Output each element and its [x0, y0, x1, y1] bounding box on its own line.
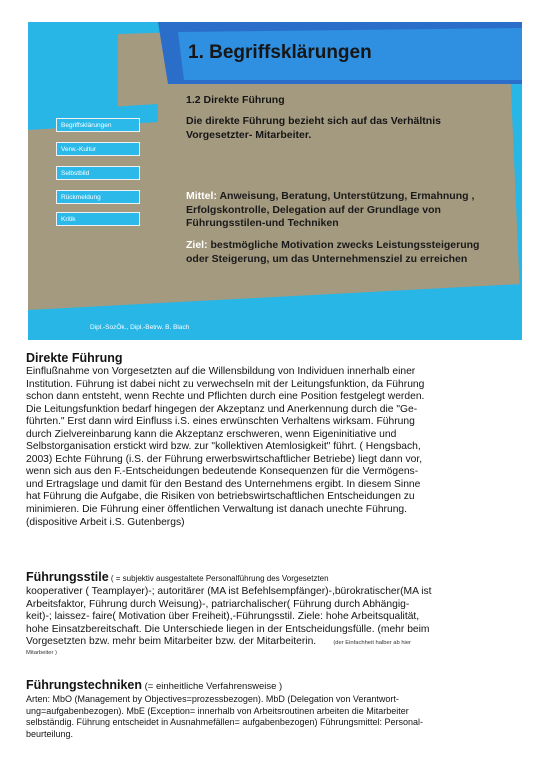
paragraph-line: minimieren. Die Führung einer öffentlichen Verwaltung ist danach unechte Führung. [26, 504, 408, 516]
sidebar-item-selbstbild[interactable]: Selbstbild [56, 166, 140, 180]
paragraph-line: hat Führung die Aufgabe, die Risiken von betriebswirtschaftlichen Entscheidungen zu [26, 491, 415, 503]
heading-note: ( = subjektiv ausgestaltete Personalführung des Vorgesetzten [108, 574, 329, 583]
slide-credit: Dipl.-SozÖk., Dipl.-Betrw. B. Blach [90, 324, 190, 331]
footnote-continued: Mitarbeiter ) [26, 649, 57, 656]
heading-note: (= einheitliche Verfahrensweise ) [141, 681, 283, 692]
paragraph-line: durch Zielvereinbarung kann die Akzeptanz erschweren, wenn Eigeninitiative und [26, 428, 397, 440]
paragraph-line: Arbeitsfaktor, Führung durch Weisung)-, patriarchalischer( Führung durch Abhängig- [26, 598, 410, 610]
paragraph-line: Institution. Führung ist dabei nicht zu verwechseln mit der Leitungsfunktion, da Führung [26, 378, 425, 390]
slide-subheading: 1.2 Direkte Führung [186, 94, 285, 106]
paragraph-line: kooperativer ( Teamplayer)-; autoritärer (MA ist Befehlsempfänger)-,bürokratischer(MA ist [26, 586, 432, 597]
slide-title: 1. Begriffsklärungen [188, 42, 372, 63]
slide-goal [186, 239, 501, 266]
sidebar-item-rueckmeldung[interactable]: Rückmeldung [56, 190, 140, 204]
slide-background [28, 22, 522, 340]
sidebar-item-verw-kultur[interactable]: Verw.-Kultur [56, 142, 140, 156]
paragraph-line: beurteilung. [26, 728, 74, 739]
sidebar-item-begriffsklaerungen[interactable]: Begriffsklärungen [56, 118, 140, 132]
section-fuehrungsstile [26, 570, 516, 656]
paragraph-line: selbständig. Führung entscheidet in Ausnahmefällen= aufgabenbezogen) Führungsmittel: Personal- [26, 717, 424, 727]
footnote: (der Einfachheit halber ab hier [333, 640, 411, 647]
line-text: Vorgesetzten bzw. mehr beim Mitarbeiter bzw. der Mitarbeiterin. [26, 636, 317, 648]
presentation-slide [28, 22, 522, 340]
section-heading [26, 570, 516, 586]
paragraph-line: (dispositive Arbeit i.S. Gutenbergs) [26, 516, 185, 528]
paragraph-line: ung=aufgabenbezogen). MbE (Exception= innerhalb von Arbeitsroutinen arbeiten die Mitarbeiter [26, 705, 409, 716]
goal-text: bestmögliche Motivation zwecks Leistungssteigerung oder Steigerung, um das Unternehmensziel zu erreichen [186, 239, 480, 265]
heading-text: Führungstechniken [26, 678, 142, 692]
section-heading [26, 678, 516, 694]
means-text: Anweisung, Beratung, Unterstützung, Ermahnung , Erfolgskontrolle, Delegation auf der Grundlage von Führungsstilen-und Techniken [186, 190, 475, 229]
section-fuehrungstechniken [26, 678, 516, 740]
paragraph-line: keit)-; laissez- faire( Motivation über Freiheit),-Führungsstil. Ziele: hohe Arbeitsqualität, [26, 611, 420, 623]
paragraph-line: Die Leitungsfunktion bedarf hingegen der Akzeptanz und Anerkennung durch die "Ge- [26, 403, 418, 415]
paragraph-line: 2003) Echte Führung (i.S. der Führung erwerbswirtschaftlicher Betriebe) liegt dann vor, [26, 453, 423, 465]
paragraph-line: führten." Erst dann wird Einfluss i.S. eines erwünschten Verhaltens wirksam. Führung [26, 416, 415, 428]
paragraph-line: schon dann entsteht, wenn Rechte und Pflichten durch eine Position festgelegt werden. [26, 391, 425, 403]
paragraph-line: Einflußnahme von Vorgesetzten auf die Willensbildung von Individuen innerhalb einer [26, 366, 416, 377]
goal-label: Ziel: [186, 239, 208, 251]
heading-text: Führungsstile [26, 570, 109, 584]
paragraph-line: wenn sich aus den F.-Entscheidungen bedeutende Konsequenzen für die Vermögens- [26, 466, 419, 478]
paragraph-line: Selbstorganisation erstickt wird bzw. zur "kollektiven Atemlosigkeit" führt. ( Hengsbach, [26, 441, 421, 453]
sidebar-item-kritik[interactable]: Kritik [56, 212, 140, 226]
slide-lead: Die direkte Führung bezieht sich auf das Verhältnis Vorgesetzter- Mitarbeiter. [186, 115, 441, 141]
section-direkte-fuehrung [26, 351, 516, 529]
paragraph-line: Arten: MbO (Management by Objectives=prozessbezogen). MbD (Delegation von Verantwort- [26, 694, 399, 704]
slide-means [186, 190, 501, 231]
section-heading: Direkte Führung [26, 351, 123, 365]
means-label: Mittel: [186, 190, 217, 202]
paragraph-line [26, 636, 516, 650]
paragraph-line: hohe Einsatzbereitschaft. Die Unterschiede liegen in der Entscheidungsfülle. (mehr beim [26, 623, 430, 635]
paragraph-line: und Ertragslage und damit für den Bestand des Unternehmens ergibt. In diesem Sinne [26, 478, 421, 490]
